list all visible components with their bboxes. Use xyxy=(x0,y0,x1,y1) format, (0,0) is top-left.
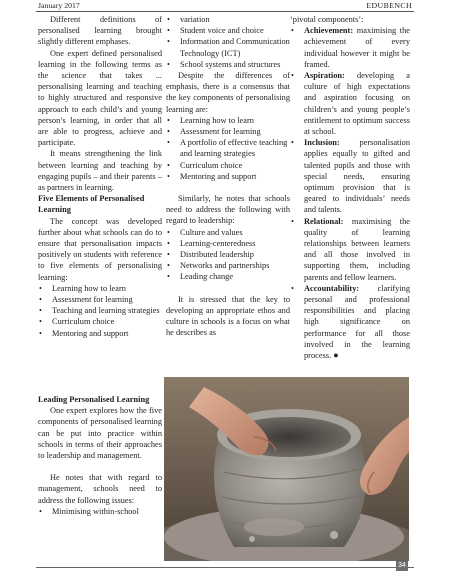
term-description: personalisation applies equally to gifted and talented pupils and those with special needs, ensuring optimum provision that is geared to individuals’ needs and talents. xyxy=(304,138,410,215)
list-item: • Culture and values xyxy=(166,227,290,238)
list-item-accountability xyxy=(290,283,410,361)
paragraph: He notes that with regard to management, schools need to address the following issues: xyxy=(38,473,162,505)
page-header xyxy=(0,0,450,13)
key-components-list xyxy=(166,115,290,182)
list-item: • Assessment for learning xyxy=(38,294,162,305)
issue-date: January 2017 xyxy=(38,1,80,10)
column-1 xyxy=(38,14,162,339)
column-2 xyxy=(166,14,290,338)
column-1-lower xyxy=(38,394,162,517)
paragraph: One expert explores how the five components of personalised learning can be put into practice within schools in terms of their approaches to leadership and management. xyxy=(38,406,162,461)
term: Achievement: xyxy=(304,26,354,36)
column-3 xyxy=(290,14,410,361)
term: Aspiration: xyxy=(304,71,345,81)
term: Relational: xyxy=(304,216,344,226)
management-list xyxy=(38,506,162,517)
section-heading: Five Elements of Personalised Learning xyxy=(38,194,145,215)
paragraph: ‘pivotal components’: xyxy=(290,15,364,24)
list-item: • Curriculum choice xyxy=(38,316,162,327)
page-number: 34 xyxy=(396,561,408,571)
list-item: • Learning how to learn xyxy=(38,283,162,294)
list-item: • Mentoring and support xyxy=(38,328,162,339)
end-of-article-icon: ● xyxy=(333,350,339,361)
management-list-continued xyxy=(166,14,290,70)
publication-name: EDUBENCH xyxy=(366,1,412,10)
elements-list xyxy=(38,283,162,339)
list-item-aspiration xyxy=(290,70,410,137)
list-item: • Teaching and learning strategies xyxy=(38,305,162,316)
list-item-inclusion xyxy=(290,137,410,215)
paragraph: Similarly, he notes that schools need to address the following with regard to leadership: xyxy=(166,194,290,226)
list-item-continued: • variation xyxy=(166,14,290,25)
paragraph: One expert defined personalised learning in the following terms as the science that takes ... personalising learning and teaching to highly structured and responsive approach to each child’s and young person’s learning, in order that all are able to progress, achieve and participate. xyxy=(38,48,162,148)
footer-rule xyxy=(36,567,414,568)
list-item: • Learning how to learn xyxy=(166,115,290,126)
list-item: • Minimising within-school xyxy=(38,506,162,517)
list-item: • School systems and structures xyxy=(166,59,290,70)
paragraph: It means strengthening the link between learning and teaching by engaging pupils – and their parents – as partners in learning. xyxy=(38,149,162,193)
pottery-wheel-hands-photo xyxy=(164,377,409,561)
list-item: • Learning-centeredness xyxy=(166,238,290,249)
section-heading: Leading Personalised Learning xyxy=(38,395,150,404)
list-item-relational xyxy=(290,216,410,283)
list-item: • Leading change xyxy=(166,271,290,282)
list-item: • Distributed leadership xyxy=(166,249,290,260)
list-item: • Curriculum choice xyxy=(166,160,290,171)
list-item: • Mentoring and support xyxy=(166,171,290,182)
list-item: • Student voice and choice xyxy=(166,25,290,36)
paragraph: Different definitions of personalised learning brought slightly different emphases. xyxy=(38,15,162,47)
paragraph: The concept was developed further about what schools can do to ensure that personalisation impacts positively on students with reference to five elements of personalising learning: xyxy=(38,216,162,282)
leadership-list xyxy=(166,227,290,283)
term: Inclusion: xyxy=(304,138,340,148)
list-item: • A portfolio of effective teaching and learning strategies xyxy=(166,137,290,159)
term-description: developing a culture of high expectations and aspiration focusing on children’s and young people’s entitlement to optimum success at school. xyxy=(304,71,410,137)
list-item: • Assessment for learning xyxy=(166,126,290,137)
header-rule xyxy=(36,11,414,12)
list-item: • Information and Communication Technology (ICT) xyxy=(166,36,290,58)
list-item-achievement xyxy=(290,25,410,70)
term: Accountability: xyxy=(304,283,360,293)
paragraph: It is stressed that the key to developing an appropriate ethos and culture in schools is a focus on what he describes as xyxy=(166,294,290,338)
term-description: maximising the achievement of every individual however it might be framed. xyxy=(304,26,410,69)
pivotal-components-list xyxy=(290,25,410,361)
term-description: clarifying personal and professional responsibilities and placing high significance on performance for all those involved in the learning process. xyxy=(304,283,410,361)
term-description: maximising the quality of learning relationships between learners and all those involved in supporting them, including parents and fellow learners. xyxy=(304,216,410,282)
list-item: • Networks and partnerships xyxy=(166,260,290,271)
pottery-wheel-photo xyxy=(164,377,409,561)
paragraph: Despite the differences of emphasis, there is a consensus that the key components of personalising learning are: xyxy=(166,71,290,114)
